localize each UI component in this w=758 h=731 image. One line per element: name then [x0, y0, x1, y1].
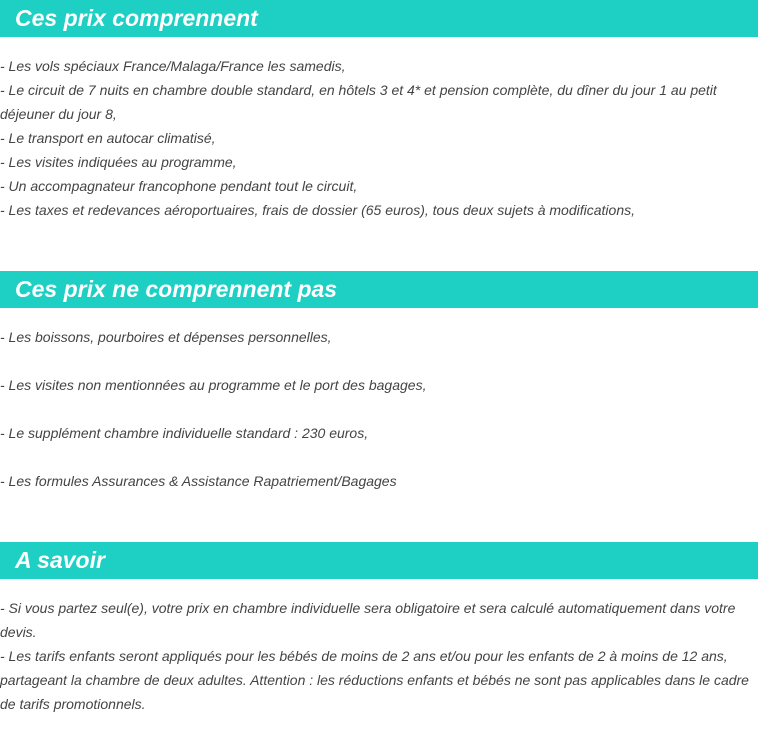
list-item: - Les taxes et redevances aéroportuaires, frais de dossier (65 euros), tous deux sujets à modifications,: [0, 202, 635, 218]
section-title-included: Ces prix comprennent: [15, 5, 258, 31]
list-item: - Le supplément chambre individuelle standard : 230 euros,: [0, 425, 369, 441]
list-item: - Les formules Assurances & Assistance Rapatriement/Bagages: [0, 473, 397, 489]
list-item: - Les visites non mentionnées au programme et le port des bagages,: [0, 377, 427, 393]
section-to-know: [0, 542, 758, 716]
section-body-to-know: [0, 579, 758, 716]
section-not-included: [0, 271, 758, 493]
section-title-to-know: A savoir: [15, 547, 105, 573]
section-header-to-know: [0, 542, 758, 579]
list-item: - Un accompagnateur francophone pendant tout le circuit,: [0, 178, 358, 194]
list-item: - Les visites indiquées au programme,: [0, 154, 237, 170]
list-item: - Les boissons, pourboires et dépenses personnelles,: [0, 329, 332, 345]
section-body-included: [0, 37, 758, 222]
section-body-not-included: [0, 308, 758, 493]
list-item: - Le circuit de 7 nuits en chambre double standard, en hôtels 3 et 4* et pension complète, du dîner du jour 1 au petit déjeuner du jour 8,: [0, 82, 717, 122]
list-item: - Si vous partez seul(e), votre prix en chambre individuelle sera obligatoire et sera calculé automatiquement dans votre devis.: [0, 600, 736, 640]
list-item: - Le transport en autocar climatisé,: [0, 130, 216, 146]
section-header-not-included: [0, 271, 758, 308]
section-header-included: [0, 0, 758, 37]
list-item: - Les tarifs enfants seront appliqués pour les bébés de moins de 2 ans et/ou pour les enfants de 2 à moins de 12 ans, partageant la chambre de deux adultes. Attention : les réductions enfants et bébés ne sont pas applicables dans le cadre de tarifs promotionnels.: [0, 648, 749, 712]
section-included: [0, 0, 758, 222]
list-item: - Les vols spéciaux France/Malaga/France les samedis,: [0, 58, 346, 74]
section-title-not-included: Ces prix ne comprennent pas: [15, 276, 338, 302]
